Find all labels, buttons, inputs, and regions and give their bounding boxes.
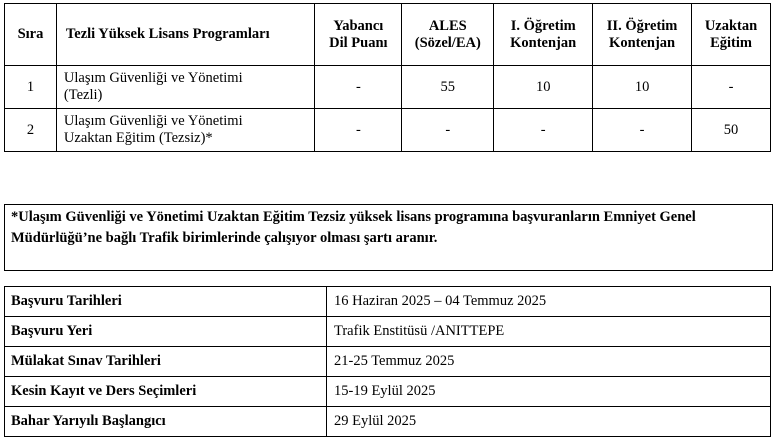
program-line1: Ulaşım Güvenliği ve Yönetimi [63,70,243,86]
cell-program [56,109,315,152]
cell-ogretim1: - [494,109,593,152]
date-value: 16 Haziran 2025 – 04 Temmuz 2025 [327,287,771,317]
program-line2: Uzaktan Eğitim (Tezsiz)* [63,130,213,146]
header-ales-line1: ALES [428,17,467,34]
header-yabanci-line1: Yabancı [333,17,384,34]
dates-table [4,286,771,437]
header-yabanci [315,4,402,66]
header-program: Tezli Yüksek Lisans Programları [56,4,315,66]
header-yabanci-line2: Dil Puanı [329,34,388,51]
table-header-row [5,4,771,66]
header-ogretim2 [593,4,692,66]
date-value: 15-19 Eylül 2025 [327,377,771,407]
header-sira: Sıra [5,4,57,66]
cell-yabanci: - [315,109,402,152]
table-row [5,377,771,407]
header-ogretim2-line1: II. Öğretim [606,17,678,34]
programs-table [4,3,771,152]
date-label: Kesin Kayıt ve Ders Seçimleri [5,377,327,407]
cell-sira: 1 [5,66,57,109]
header-ogretim1 [494,4,593,66]
cell-uzaktan: 50 [692,109,771,152]
table-row [5,347,771,377]
cell-program [56,66,315,109]
header-ogretim2-line2: Kontenjan [609,34,676,51]
eligibility-note: *Ulaşım Güvenliği ve Yönetimi Uzaktan Eğitim Tezsiz yüksek lisans programına başvuranların Emniyet Genel Müdürlüğü’ne bağlı Trafik birimlerinde çalışıyor olması şartı aranır. [4,204,773,271]
date-value: 29 Eylül 2025 [327,407,771,437]
table-row [5,317,771,347]
date-label: Başvuru Yeri [5,317,327,347]
cell-ogretim2: - [593,109,692,152]
header-ales-line2: (Sözel/EA) [414,34,481,51]
date-label: Mülakat Sınav Tarihleri [5,347,327,377]
header-uzaktan [692,4,771,66]
cell-ales: - [402,109,494,152]
cell-ales: 55 [402,66,494,109]
cell-uzaktan: - [692,66,771,109]
program-line1: Ulaşım Güvenliği ve Yönetimi [63,113,243,129]
header-uzaktan-line1: Uzaktan [704,17,758,34]
cell-ogretim1: 10 [494,66,593,109]
header-uzaktan-line2: Eğitim [710,34,752,51]
date-label: Başvuru Tarihleri [5,287,327,317]
table-row [5,109,771,152]
date-value: 21-25 Temmuz 2025 [327,347,771,377]
header-ales [402,4,494,66]
cell-yabanci: - [315,66,402,109]
table-row [5,287,771,317]
cell-ogretim2: 10 [593,66,692,109]
program-line2: (Tezli) [63,87,103,103]
header-ogretim1-line1: I. Öğretim [510,17,576,34]
table-row [5,66,771,109]
date-label: Bahar Yarıyılı Başlangıcı [5,407,327,437]
cell-sira: 2 [5,109,57,152]
date-value: Trafik Enstitüsü /ANITTEPE [327,317,771,347]
header-ogretim1-line2: Kontenjan [510,34,577,51]
table-row [5,407,771,437]
